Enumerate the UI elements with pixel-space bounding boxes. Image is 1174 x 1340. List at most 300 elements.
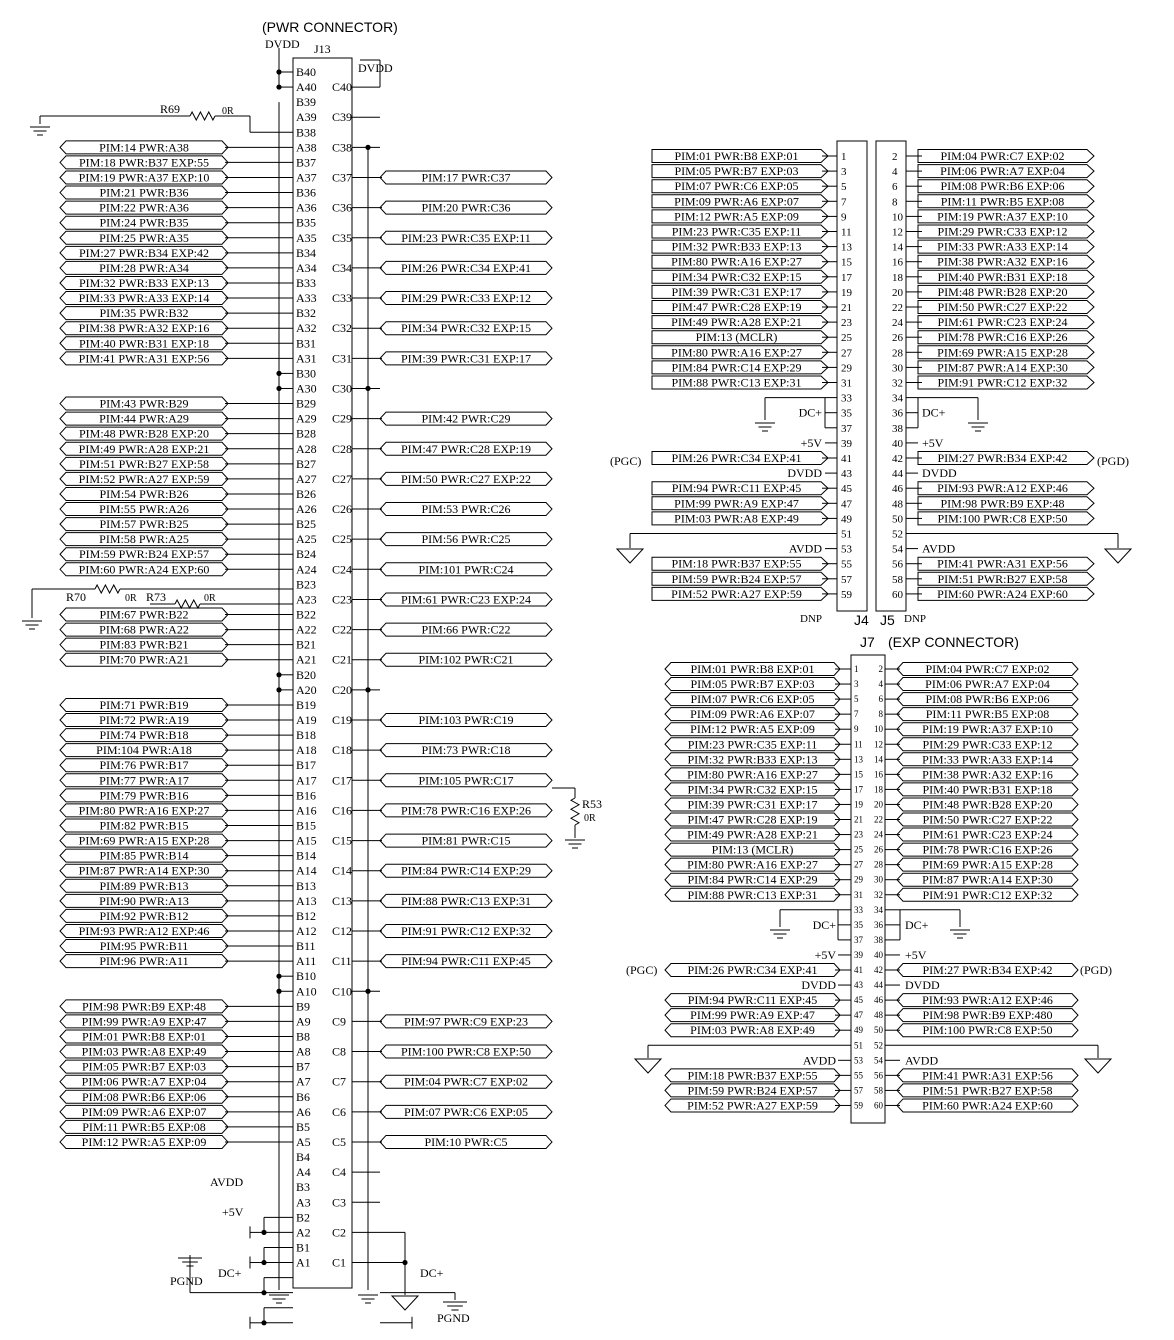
pin-number: B22 bbox=[296, 607, 317, 622]
net-label-text: PIM:59 PWR:B24 EXP:57 bbox=[78, 547, 210, 562]
pin-number: 8 bbox=[878, 709, 883, 720]
net-label-text: PIM:17 PWR:C37 bbox=[421, 170, 511, 185]
pin-number: 40 bbox=[874, 949, 883, 960]
pin-number: C21 bbox=[332, 652, 353, 667]
pin-number: 19 bbox=[854, 799, 863, 810]
ground-triangle-icon bbox=[392, 1296, 418, 1310]
net-label-text: PIM:73 PWR:C18 bbox=[421, 743, 511, 758]
pin-number: A22 bbox=[296, 622, 317, 637]
net-label-text: PIM:91 PWR:C12 EXP:32 bbox=[400, 923, 532, 938]
pin-number: 55 bbox=[854, 1070, 863, 1081]
pin-number: 47 bbox=[841, 498, 852, 511]
pin-number: A4 bbox=[296, 1165, 311, 1180]
net-label-text: PIM:61 PWR:C23 EXP:24 bbox=[937, 315, 1068, 330]
pin-number: 39 bbox=[854, 949, 863, 960]
pin-number: 10 bbox=[892, 211, 903, 224]
net-label-text: PIM:83 PWR:B21 bbox=[99, 637, 189, 652]
pin-number: 12 bbox=[874, 739, 883, 750]
pin-number: 17 bbox=[841, 271, 852, 284]
net-label-text: PIM:03 PWR:A8 EXP:49 bbox=[81, 1044, 207, 1059]
net-label-text: PIM:93 PWR:A12 EXP:46 bbox=[937, 481, 1068, 496]
pin-number: C17 bbox=[332, 773, 353, 788]
pin-number: 38 bbox=[892, 422, 903, 435]
pin-number: 50 bbox=[874, 1025, 883, 1036]
net-label-text: PIM:47 PWR:C28 EXP:19 bbox=[671, 300, 802, 314]
pin-number: A37 bbox=[296, 170, 317, 185]
net-label-text: PIM:87 PWR:A14 EXP:30 bbox=[937, 360, 1068, 375]
pin-number: 3 bbox=[854, 679, 859, 690]
junction-dot bbox=[276, 974, 281, 979]
net-label-text: PIM:87 PWR:A14 EXP:30 bbox=[922, 872, 1053, 887]
net-label-text: PIM:41 PWR:A31 EXP:56 bbox=[937, 556, 1068, 571]
pin-number: C15 bbox=[332, 833, 353, 848]
pin-number: 58 bbox=[892, 573, 903, 586]
pin-number: A14 bbox=[296, 863, 317, 878]
net-label-text: PIM:61 PWR:C23 EXP:24 bbox=[922, 827, 1053, 842]
net-label-text: PIM:07 PWR:C6 EXP:05 bbox=[403, 1104, 529, 1119]
net-label-text: PIM:23 PWR:C35 EXP:11 bbox=[687, 737, 818, 752]
net-label-text: PIM:01 PWR:B8 EXP:01 bbox=[674, 149, 799, 163]
net-label-text: PIM:09 PWR:A6 EXP:07 bbox=[81, 1104, 207, 1119]
net-label-text: PIM:19 PWR:A37 EXP:10 bbox=[78, 170, 210, 185]
junction-dot bbox=[402, 1260, 407, 1265]
pin-number: 28 bbox=[874, 859, 883, 870]
pin-number: 41 bbox=[841, 453, 852, 465]
pin-number: 40 bbox=[892, 437, 903, 450]
net-label-text: PIM:29 PWR:C33 EXP:12 bbox=[922, 737, 1053, 752]
net-label-text: PIM:68 PWR:A22 bbox=[99, 622, 189, 637]
junction-dot bbox=[365, 687, 370, 692]
pin-number: 27 bbox=[854, 859, 863, 870]
pin-number: A11 bbox=[296, 954, 317, 969]
pin-number: C12 bbox=[332, 923, 353, 938]
net-label-text: PIM:56 PWR:C25 bbox=[421, 532, 511, 547]
pin-number: A7 bbox=[296, 1074, 311, 1089]
net-label-text: PIM:26 PWR:C34 EXP:41 bbox=[671, 451, 802, 465]
power-label: DVDD bbox=[922, 466, 957, 481]
pin-number: B25 bbox=[296, 517, 317, 532]
net-label-text: PIM:27 PWR:B34 EXP:42 bbox=[937, 451, 1068, 465]
pin-number: 18 bbox=[874, 784, 883, 795]
net-label-text: PIM:26 PWR:C34 EXP:41 bbox=[687, 963, 818, 977]
net-label-text: PIM:07 PWR:C6 EXP:05 bbox=[690, 692, 815, 707]
pin-number: B20 bbox=[296, 667, 317, 682]
net-label-text: PIM:12 PWR:A5 EXP:09 bbox=[674, 209, 799, 224]
net-label-text: PIM:10 PWR:C5 bbox=[424, 1134, 508, 1149]
pin-number: 9 bbox=[854, 724, 859, 735]
pin-number: 58 bbox=[874, 1085, 883, 1096]
pin-number: C20 bbox=[332, 682, 353, 697]
net-label-text: PIM:05 PWR:B7 EXP:03 bbox=[81, 1059, 207, 1074]
net-label-text: PIM:52 PWR:A27 EXP:59 bbox=[671, 586, 802, 601]
pin-number: 3 bbox=[841, 166, 847, 179]
pin-number: 16 bbox=[892, 256, 903, 269]
net-label-text: PIM:39 PWR:C31 EXP:17 bbox=[687, 797, 818, 812]
net-label-text: PIM:52 PWR:A27 EXP:59 bbox=[78, 471, 210, 486]
net-label-text: PIM:55 PWR:A26 bbox=[99, 502, 189, 517]
pin-number: 33 bbox=[841, 392, 852, 405]
net-label-text: PIM:84 PWR:C14 EXP:29 bbox=[400, 863, 532, 878]
pin-number: 53 bbox=[854, 1055, 863, 1066]
net-label-text: PIM:103 PWR:C19 bbox=[418, 713, 514, 728]
pin-number: B8 bbox=[296, 1029, 311, 1044]
net-label-text: PIM:98 PWR:B9 EXP:48 bbox=[81, 999, 207, 1014]
net-label-text: PIM:99 PWR:A9 EXP:47 bbox=[81, 1014, 207, 1029]
net-label-text: PIM:04 PWR:C7 EXP:02 bbox=[925, 662, 1050, 676]
pin-number: B11 bbox=[296, 939, 316, 954]
power-label: DVDD bbox=[905, 978, 940, 993]
net-label-text: PIM:100 PWR:C8 EXP:50 bbox=[400, 1044, 532, 1059]
pin-number: C14 bbox=[332, 863, 353, 878]
net-label-text: PIM:54 PWR:B26 bbox=[99, 486, 189, 501]
pin-number: 57 bbox=[854, 1085, 863, 1096]
j7-pgc-label: (PGC) bbox=[626, 963, 658, 977]
pin-number: 36 bbox=[892, 407, 903, 420]
pin-number: C26 bbox=[332, 502, 353, 517]
net-label-text: PIM:24 PWR:B35 bbox=[99, 215, 189, 230]
pin-number: A30 bbox=[296, 381, 317, 396]
pin-number: 27 bbox=[841, 347, 852, 360]
pin-number: B28 bbox=[296, 426, 317, 441]
pin-number: A34 bbox=[296, 260, 317, 275]
pin-number: A13 bbox=[296, 893, 317, 908]
pin-number: 13 bbox=[841, 241, 852, 254]
pin-number: 45 bbox=[841, 483, 852, 496]
j13-dcplus-label: DC+ bbox=[218, 1266, 242, 1280]
pin-number: 49 bbox=[841, 513, 852, 526]
pin-number: 51 bbox=[841, 528, 852, 541]
j13-pgnd-label: PGND bbox=[170, 1274, 203, 1288]
net-label-text: PIM:34 PWR:C32 EXP:15 bbox=[400, 321, 532, 336]
pin-number: B17 bbox=[296, 758, 317, 773]
j5-dnp: DNP bbox=[904, 613, 927, 625]
pin-number: B2 bbox=[296, 1210, 311, 1225]
r73-label: R73 bbox=[146, 590, 167, 604]
pin-number: 54 bbox=[892, 543, 903, 556]
net-label-text: PIM:32 PWR:B33 EXP:13 bbox=[671, 239, 802, 254]
net-label-text: PIM:21 PWR:B36 bbox=[99, 185, 189, 200]
pin-number: 44 bbox=[892, 468, 903, 481]
net-label-text: PIM:52 PWR:A27 EXP:59 bbox=[687, 1098, 818, 1113]
net-label-text: PIM:94 PWR:C11 EXP:45 bbox=[401, 954, 531, 969]
net-label-text: PIM:51 PWR:B27 EXP:58 bbox=[922, 1083, 1053, 1098]
pin-number: C30 bbox=[332, 381, 353, 396]
pin-number: 25 bbox=[841, 332, 852, 345]
j4-pgc-label: (PGC) bbox=[610, 454, 642, 468]
pin-number: 38 bbox=[874, 934, 883, 945]
power-label: DC+ bbox=[812, 917, 836, 932]
net-label-text: PIM:23 PWR:C35 EXP:11 bbox=[671, 224, 802, 239]
pin-number: B36 bbox=[296, 185, 317, 200]
net-label-text: PIM:59 PWR:B24 EXP:57 bbox=[687, 1083, 818, 1098]
j7-exp-connector bbox=[635, 655, 1111, 1123]
pin-number: 36 bbox=[874, 919, 883, 930]
net-label-text: PIM:88 PWR:C13 EXP:31 bbox=[687, 887, 818, 902]
pin-number: 41 bbox=[854, 965, 863, 975]
pin-number: 59 bbox=[841, 588, 852, 601]
junction-dot bbox=[276, 989, 281, 994]
pin-number: 23 bbox=[841, 317, 852, 330]
pin-number: C35 bbox=[332, 230, 353, 245]
net-label-text: PIM:35 PWR:B32 bbox=[99, 306, 189, 321]
pin-number: B7 bbox=[296, 1059, 311, 1074]
net-label-text: PIM:39 PWR:C31 EXP:17 bbox=[400, 351, 532, 366]
net-label-text: PIM:71 PWR:B19 bbox=[99, 697, 189, 712]
pin-number: C32 bbox=[332, 321, 353, 336]
net-label-text: PIM:69 PWR:A15 EXP:28 bbox=[937, 345, 1068, 360]
net-label-text: PIM:81 PWR:C15 bbox=[421, 833, 511, 848]
pin-number: C11 bbox=[332, 954, 352, 969]
pin-number: B26 bbox=[296, 486, 317, 501]
pin-number: A25 bbox=[296, 532, 317, 547]
pin-number: B6 bbox=[296, 1089, 311, 1104]
j7-ref: J7 bbox=[860, 634, 875, 650]
pin-number: A19 bbox=[296, 713, 317, 728]
pin-number: 1 bbox=[854, 664, 859, 674]
j7-title: (EXP CONNECTOR) bbox=[888, 634, 1019, 650]
pin-number: C28 bbox=[332, 441, 353, 456]
pin-number: B5 bbox=[296, 1119, 311, 1134]
pin-number: A16 bbox=[296, 803, 317, 818]
pin-number: C18 bbox=[332, 743, 353, 758]
net-label-text: PIM:91 PWR:C12 EXP:32 bbox=[937, 375, 1068, 390]
junction-dot bbox=[276, 687, 281, 692]
net-label-text: PIM:28 PWR:A34 bbox=[99, 260, 189, 275]
net-label-text: PIM:60 PWR:A24 EXP:60 bbox=[937, 586, 1068, 601]
net-label-text: PIM:41 PWR:A31 EXP:56 bbox=[78, 351, 210, 366]
pin-number: B16 bbox=[296, 788, 317, 803]
junction-dot bbox=[365, 145, 370, 150]
pin-number: B23 bbox=[296, 577, 317, 592]
power-label: +5V bbox=[800, 435, 822, 450]
pin-number: B13 bbox=[296, 878, 317, 893]
net-label-text: PIM:74 PWR:B18 bbox=[99, 728, 189, 743]
pin-number: 31 bbox=[854, 889, 863, 900]
pin-number: B38 bbox=[296, 125, 317, 140]
resistor-icon bbox=[571, 798, 579, 825]
net-label-text: PIM:11 PWR:B5 EXP:08 bbox=[82, 1119, 206, 1134]
net-label-text: PIM:50 PWR:C27 EXP:22 bbox=[400, 471, 532, 486]
pin-number: C9 bbox=[332, 1014, 347, 1029]
net-label-text: PIM:40 PWR:B31 EXP:18 bbox=[937, 269, 1068, 284]
ground-triangle-icon bbox=[1105, 549, 1131, 563]
pin-number: B29 bbox=[296, 396, 317, 411]
net-label-text: PIM:38 PWR:A32 EXP:16 bbox=[922, 767, 1053, 782]
net-label-text: PIM:91 PWR:C12 EXP:32 bbox=[922, 887, 1053, 902]
net-label-text: PIM:44 PWR:A29 bbox=[99, 411, 189, 426]
power-label: DC+ bbox=[798, 405, 822, 420]
pin-number: 2 bbox=[892, 151, 898, 163]
net-label-text: PIM:78 PWR:C16 EXP:26 bbox=[400, 803, 532, 818]
pin-number: A40 bbox=[296, 80, 317, 95]
power-label: +5V bbox=[905, 947, 927, 962]
net-label-text: PIM:29 PWR:C33 EXP:12 bbox=[400, 291, 532, 306]
pin-number: 2 bbox=[878, 664, 883, 674]
power-label: DC+ bbox=[922, 405, 946, 420]
net-label-text: PIM:98 PWR:B9 EXP:48 bbox=[940, 496, 1065, 511]
pin-number: 60 bbox=[874, 1100, 883, 1111]
net-label-text: PIM:11 PWR:B5 EXP:08 bbox=[925, 707, 1050, 722]
pin-number: 24 bbox=[874, 829, 883, 840]
net-label-text: PIM:47 PWR:C28 EXP:19 bbox=[687, 812, 818, 827]
net-label-text: PIM:48 PWR:B28 EXP:20 bbox=[937, 284, 1068, 299]
net-label-text: PIM:93 PWR:A12 EXP:46 bbox=[78, 923, 210, 938]
pin-number: B19 bbox=[296, 697, 317, 712]
junction-dot bbox=[276, 371, 281, 376]
r69-value: 0R bbox=[222, 106, 234, 117]
pin-number: C36 bbox=[332, 200, 353, 215]
pin-number: 28 bbox=[892, 347, 903, 360]
net-label-text: PIM:19 PWR:A37 EXP:10 bbox=[937, 209, 1068, 224]
net-label-text: PIM:08 PWR:B6 EXP:06 bbox=[81, 1089, 207, 1104]
pin-number: 37 bbox=[841, 422, 852, 435]
net-label-text: PIM:88 PWR:C13 EXP:31 bbox=[400, 893, 532, 908]
net-label-text: PIM:69 PWR:A15 EXP:28 bbox=[78, 833, 210, 848]
j13-title: (PWR CONNECTOR) bbox=[262, 19, 398, 35]
pin-number: 20 bbox=[892, 286, 903, 299]
pin-number: C3 bbox=[332, 1195, 347, 1210]
pin-number: C4 bbox=[332, 1165, 347, 1180]
pin-number: 26 bbox=[874, 844, 883, 855]
pin-number: A2 bbox=[296, 1225, 311, 1240]
pin-number: 52 bbox=[874, 1040, 883, 1051]
j13-avdd-label: AVDD bbox=[210, 1175, 244, 1189]
net-label-text: PIM:14 PWR:A38 bbox=[99, 140, 189, 155]
pin-number: B14 bbox=[296, 848, 317, 863]
r53-label: R53 bbox=[582, 797, 603, 811]
power-label: AVDD bbox=[922, 541, 956, 556]
pin-number: A3 bbox=[296, 1195, 311, 1210]
pin-number: C24 bbox=[332, 562, 353, 577]
net-label-text: PIM:38 PWR:A32 EXP:16 bbox=[78, 321, 210, 336]
net-label-text: PIM:03 PWR:A8 EXP:49 bbox=[690, 1023, 815, 1038]
pin-number: 35 bbox=[841, 407, 852, 420]
pin-number: C19 bbox=[332, 713, 353, 728]
net-label-text: PIM:05 PWR:B7 EXP:03 bbox=[690, 677, 815, 692]
net-label-text: PIM:18 PWR:B37 EXP:55 bbox=[687, 1068, 818, 1083]
net-label-text: PIM:34 PWR:C32 EXP:15 bbox=[687, 782, 818, 797]
pin-number: 10 bbox=[874, 724, 883, 735]
pin-number: 54 bbox=[874, 1055, 883, 1066]
pin-number: 35 bbox=[854, 919, 863, 930]
net-label-text: PIM:11 PWR:B5 EXP:08 bbox=[940, 194, 1065, 209]
pin-number: 9 bbox=[841, 211, 847, 224]
j5-pgd-label: (PGD) bbox=[1097, 454, 1129, 468]
pin-number: 11 bbox=[854, 739, 863, 750]
pin-number: 34 bbox=[892, 392, 903, 405]
pin-number: 21 bbox=[854, 814, 863, 825]
net-label-text: PIM:84 PWR:C14 EXP:29 bbox=[671, 360, 802, 375]
pin-number: 16 bbox=[874, 769, 883, 780]
net-label-text: PIM:48 PWR:B28 EXP:20 bbox=[922, 797, 1053, 812]
net-label-text: PIM:50 PWR:C27 EXP:22 bbox=[937, 300, 1068, 314]
net-label-text: PIM:38 PWR:A32 EXP:16 bbox=[937, 254, 1068, 269]
net-label-text: PIM:23 PWR:C35 EXP:11 bbox=[401, 230, 531, 245]
pin-number: 60 bbox=[892, 588, 903, 601]
pin-number: 30 bbox=[874, 874, 883, 885]
j13-dvdd-top-left: DVDD bbox=[265, 37, 300, 51]
pin-number: C6 bbox=[332, 1104, 347, 1119]
net-label-text: PIM:41 PWR:A31 EXP:56 bbox=[922, 1068, 1053, 1083]
pin-number: C16 bbox=[332, 803, 353, 818]
pin-number: B27 bbox=[296, 456, 317, 471]
pin-number: 44 bbox=[874, 980, 883, 991]
net-label-text: PIM:32 PWR:B33 EXP:13 bbox=[78, 275, 210, 290]
pin-number: 24 bbox=[892, 317, 903, 330]
j13-power-connector bbox=[22, 48, 585, 1329]
r69-label: R69 bbox=[160, 102, 181, 116]
pin-number: 31 bbox=[841, 377, 852, 390]
ground-triangle-icon bbox=[617, 549, 643, 563]
pin-number: C40 bbox=[332, 80, 353, 95]
pin-number: 30 bbox=[892, 362, 903, 375]
pin-number: C10 bbox=[332, 984, 353, 999]
pin-number: 29 bbox=[854, 874, 863, 885]
net-label-text: PIM:98 PWR:B9 EXP:480 bbox=[922, 1008, 1053, 1023]
net-label-text: PIM:51 PWR:B27 EXP:58 bbox=[937, 571, 1068, 586]
pin-number: 50 bbox=[892, 513, 903, 526]
pin-number: C1 bbox=[332, 1255, 347, 1270]
net-label-text: PIM:104 PWR:A18 bbox=[96, 743, 192, 758]
pin-number: C37 bbox=[332, 170, 353, 185]
pin-number: 56 bbox=[874, 1070, 883, 1081]
pin-number: C22 bbox=[332, 622, 353, 637]
pin-number: 32 bbox=[874, 889, 883, 900]
net-label-text: PIM:100 PWR:C8 EXP:50 bbox=[937, 511, 1068, 526]
net-label-text: PIM:69 PWR:A15 EXP:28 bbox=[922, 857, 1053, 872]
pin-number: A8 bbox=[296, 1044, 311, 1059]
ground-triangle-icon bbox=[635, 1059, 661, 1073]
net-label-text: PIM:79 PWR:B16 bbox=[99, 788, 189, 803]
power-label: AVDD bbox=[788, 541, 822, 556]
junction-dot bbox=[365, 989, 370, 994]
net-label-text: PIM:33 PWR:A33 EXP:14 bbox=[937, 239, 1068, 254]
pin-number: A39 bbox=[296, 110, 317, 125]
net-label-text: PIM:92 PWR:B12 bbox=[99, 908, 189, 923]
net-label-text: PIM:105 PWR:C17 bbox=[418, 773, 514, 788]
net-label-text: PIM:19 PWR:A37 EXP:10 bbox=[922, 722, 1053, 737]
pin-number: 4 bbox=[878, 679, 883, 690]
pin-number: 43 bbox=[841, 468, 852, 481]
net-label-text: PIM:89 PWR:B13 bbox=[99, 878, 189, 893]
pin-number: A1 bbox=[296, 1255, 311, 1270]
junction-dot bbox=[365, 386, 370, 391]
net-label-text: PIM:50 PWR:C27 EXP:22 bbox=[922, 812, 1053, 827]
pin-number: 1 bbox=[841, 151, 847, 163]
net-label-text: PIM:77 PWR:A17 bbox=[99, 773, 189, 788]
pin-number: B9 bbox=[296, 999, 311, 1014]
pin-number: A5 bbox=[296, 1134, 311, 1149]
net-label-text: PIM:80 PWR:A16 EXP:27 bbox=[671, 345, 802, 360]
j13-dcplus-right-label: DC+ bbox=[420, 1266, 444, 1280]
pin-number: B39 bbox=[296, 95, 317, 110]
net-label-text: PIM:04 PWR:C7 EXP:02 bbox=[940, 149, 1065, 163]
pin-number: B32 bbox=[296, 306, 317, 321]
r70-value: 0R bbox=[125, 593, 137, 604]
net-label-text: PIM:47 PWR:C28 EXP:19 bbox=[400, 441, 532, 456]
net-label-text: PIM:01 PWR:B8 EXP:01 bbox=[690, 662, 815, 676]
pin-number: B31 bbox=[296, 336, 317, 351]
net-label-text: PIM:99 PWR:A9 EXP:47 bbox=[674, 496, 799, 511]
pin-number: 22 bbox=[892, 302, 903, 314]
net-label-text: PIM:03 PWR:A8 EXP:49 bbox=[674, 511, 799, 526]
net-label-text: PIM:60 PWR:A24 EXP:60 bbox=[78, 562, 210, 577]
pin-number: 46 bbox=[874, 995, 883, 1006]
pin-number: 19 bbox=[841, 286, 852, 299]
net-label-text: PIM:05 PWR:B7 EXP:03 bbox=[674, 164, 799, 179]
pin-number: C31 bbox=[332, 351, 353, 366]
net-label-text: PIM:66 PWR:C22 bbox=[421, 622, 511, 637]
